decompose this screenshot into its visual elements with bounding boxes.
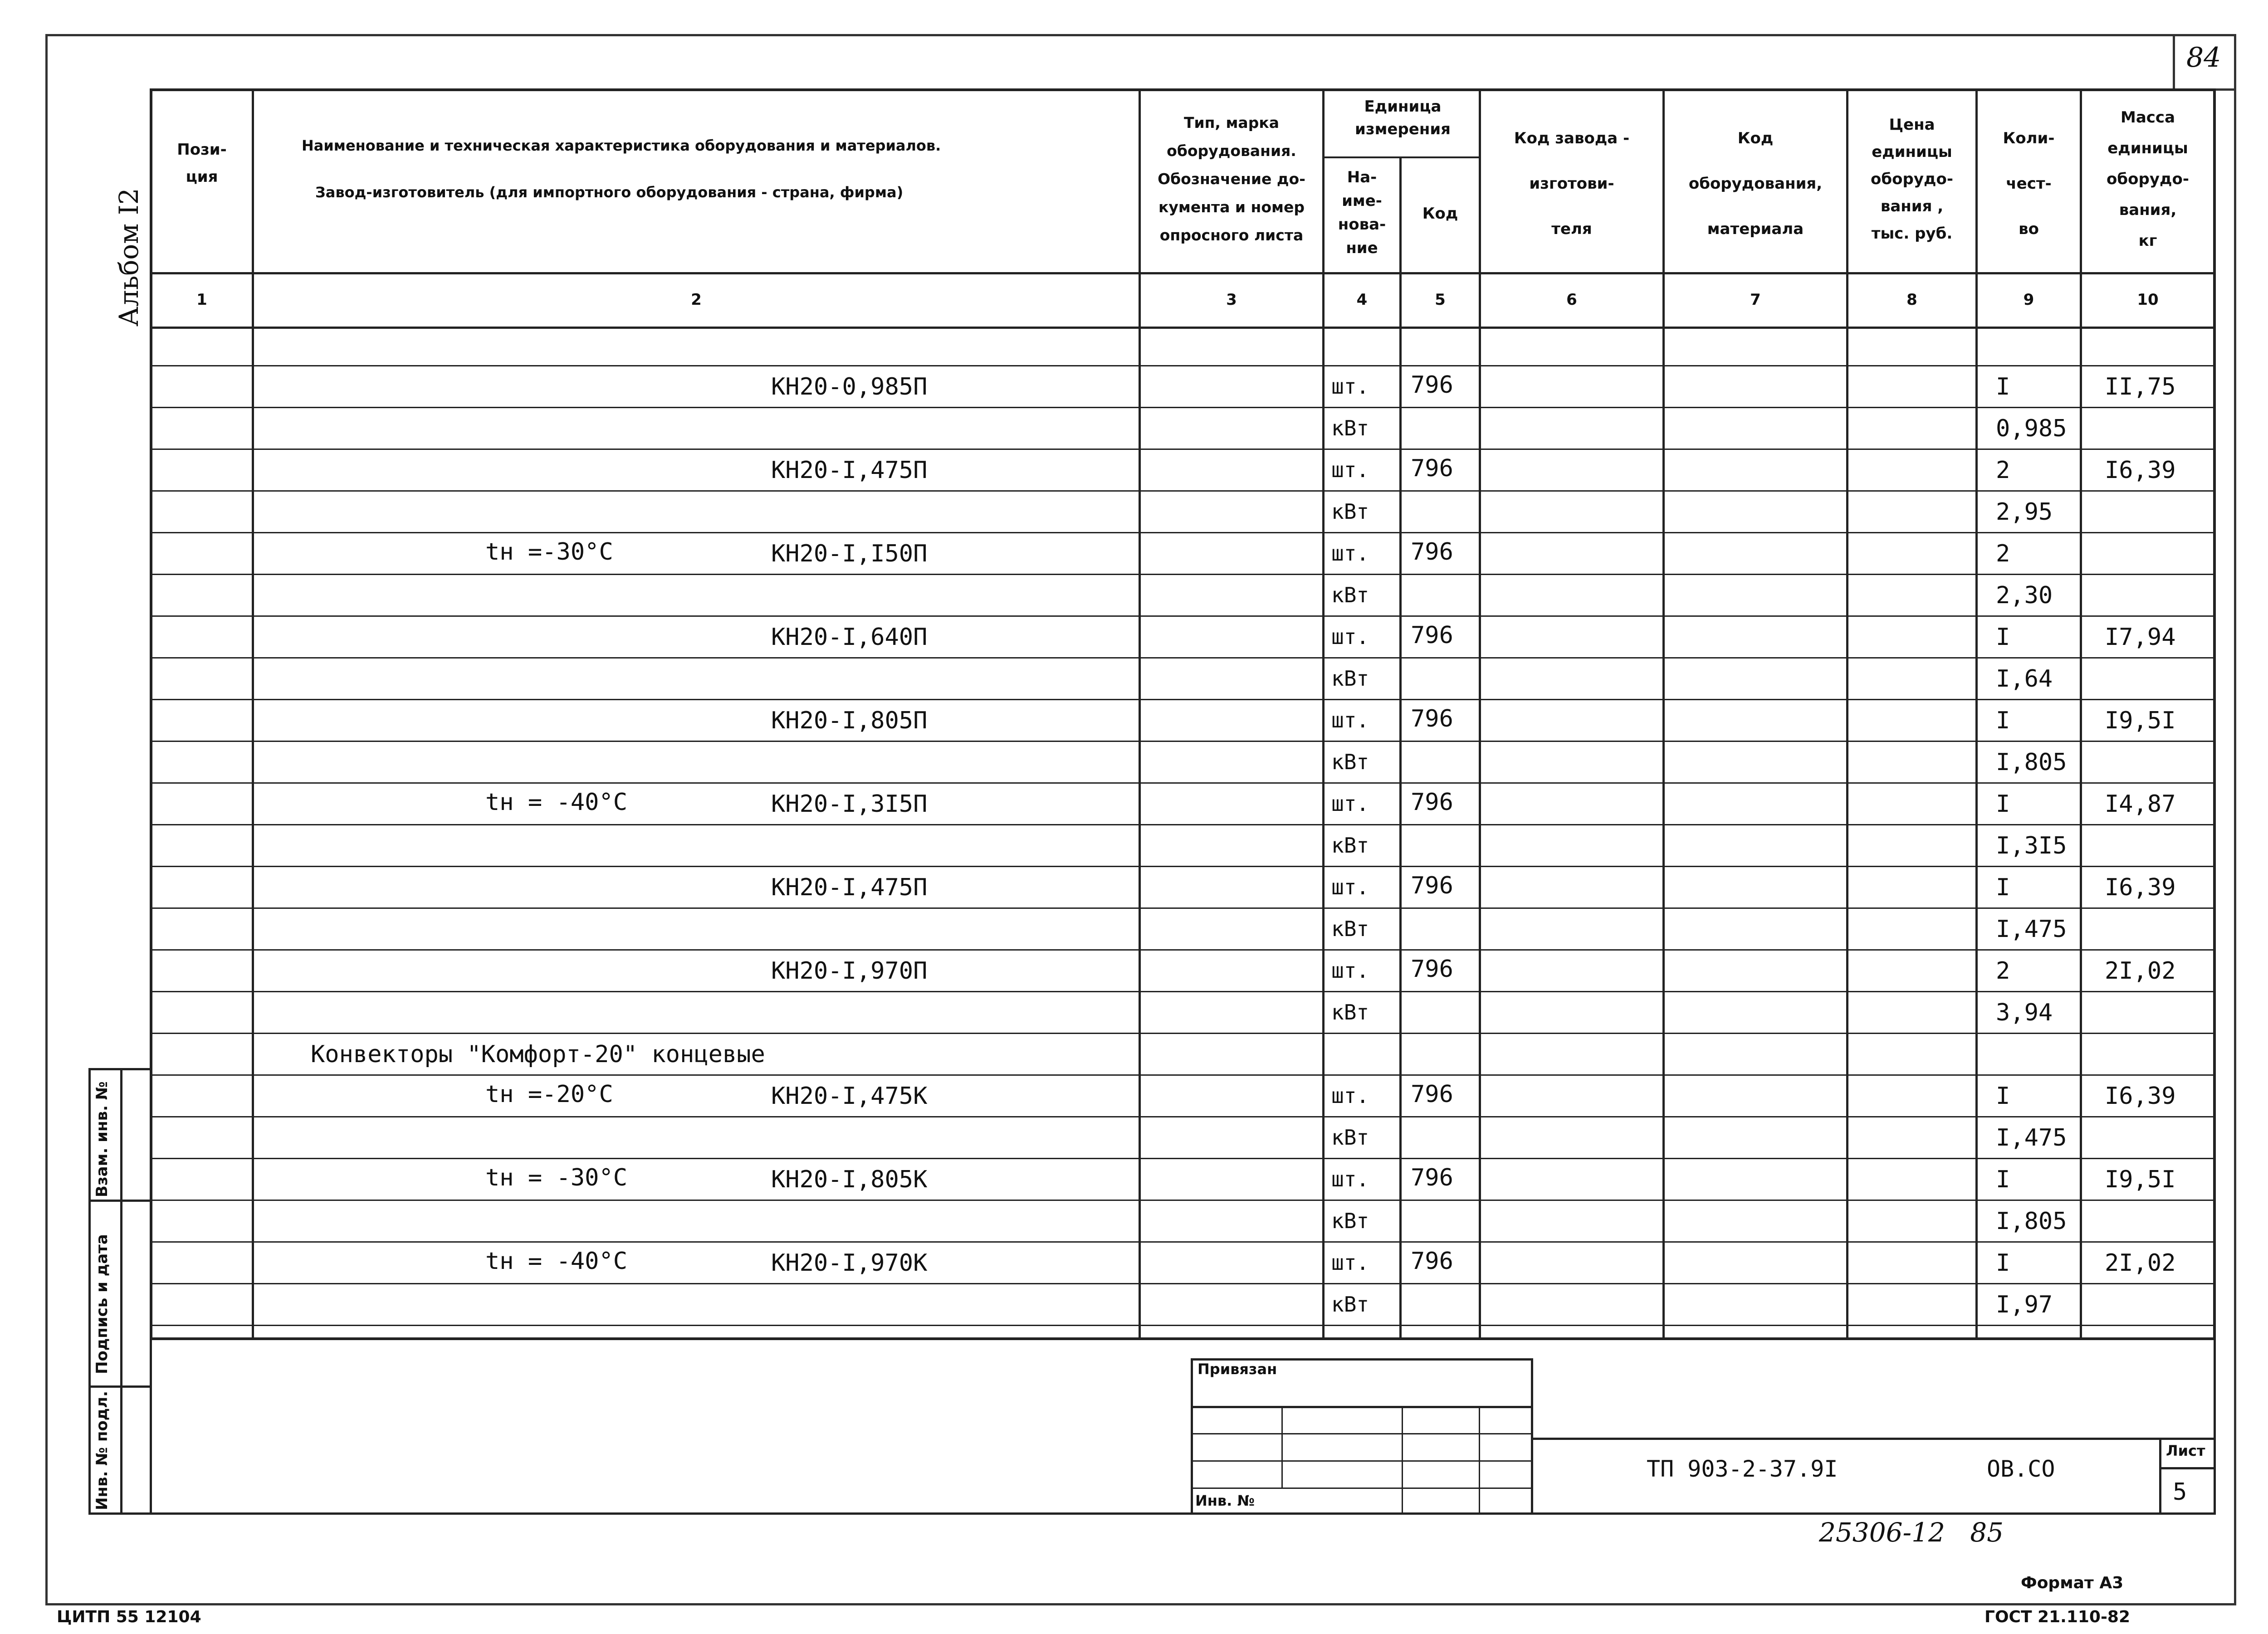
unit-code: 796 — [1411, 789, 1453, 816]
inv-no-label: Инв. № — [1195, 1492, 1255, 1509]
unit-name: шт. — [1331, 1250, 1369, 1275]
quantity: 0,985 — [1996, 415, 2067, 442]
header-col4: На- име- нова- ние — [1338, 168, 1386, 257]
privyazan-label: Привязан — [1198, 1361, 1277, 1378]
row-divider — [150, 657, 2216, 658]
quantity: 3,94 — [1996, 999, 2053, 1026]
header-col10: Масса единицы оборудо- вания, кг — [2107, 108, 2189, 250]
row-divider — [150, 949, 2216, 951]
row-divider — [150, 782, 2216, 784]
row-divider — [150, 1241, 2216, 1243]
colnum-5: 5 — [1435, 291, 1446, 309]
colnum-8: 8 — [1906, 291, 1917, 309]
album-label: Альбом I2 — [113, 188, 144, 327]
quantity: I — [1996, 1083, 2010, 1110]
row-divider — [150, 407, 2216, 408]
quantity: I,805 — [1996, 1208, 2067, 1235]
unit-name: кВт — [1331, 833, 1369, 858]
unit-code: 796 — [1411, 705, 1453, 732]
temperature-condition: tн = -40°C — [485, 789, 628, 816]
quantity: I,97 — [1996, 1291, 2053, 1318]
doc-code: ТП 903-2-37.9I — [1647, 1456, 1838, 1482]
unit-name: шт. — [1331, 1083, 1369, 1108]
quantity: I — [1996, 874, 2010, 901]
unit-name: кВт — [1331, 1292, 1369, 1317]
unit-name: шт. — [1331, 1167, 1369, 1191]
unit-name: шт. — [1331, 708, 1369, 732]
item-name: КН20-I,970П — [771, 957, 928, 985]
handwritten-sheet-number: 84 — [2186, 42, 2221, 73]
item-name: КН20-I,640П — [771, 624, 928, 651]
row-divider — [150, 699, 2216, 700]
unit-code: 796 — [1411, 956, 1453, 983]
unit-code: 796 — [1411, 622, 1453, 649]
unit-name: кВт — [1331, 1209, 1369, 1233]
quantity: I — [1996, 1249, 2010, 1277]
colnum-10: 10 — [2137, 291, 2159, 309]
unit-name: кВт — [1331, 666, 1369, 691]
unit-mass: I7,94 — [2105, 624, 2176, 651]
quantity: I — [1996, 373, 2010, 400]
quantity: I,805 — [1996, 749, 2067, 776]
footer-left: ЦИТП 55 12104 — [57, 1608, 201, 1626]
item-name: КН20-I,475К — [771, 1083, 928, 1110]
stamp-vzam: Взам. инв. № — [93, 1081, 111, 1197]
quantity: I,475 — [1996, 916, 2067, 943]
row-divider — [150, 1325, 2216, 1326]
header-col6: Код завода - изготови- теля — [1514, 129, 1630, 238]
quantity: I,3I5 — [1996, 832, 2067, 859]
quantity: 2 — [1996, 457, 2010, 484]
handwritten-bottom-number: 25306-12 85 — [1819, 1517, 2004, 1548]
header-col7: Код оборудования, материала — [1688, 129, 1823, 238]
header-col2-line1: Наименование и техническая характеристика оборудования и материалов. — [302, 137, 941, 154]
unit-name: шт. — [1331, 791, 1369, 816]
unit-code: 796 — [1411, 538, 1453, 566]
item-name: КН20-0,985П — [771, 373, 928, 400]
unit-name: кВт — [1331, 416, 1369, 440]
header-col5: Код — [1422, 205, 1458, 223]
unit-name: шт. — [1331, 458, 1369, 482]
main-table — [150, 88, 2216, 1340]
item-name: КН20-I,475П — [771, 874, 928, 901]
header-col1: Пози- ция — [177, 141, 227, 186]
unit-mass: II,75 — [2105, 373, 2176, 400]
sheet-label: Лист — [2166, 1442, 2205, 1459]
unit-name: кВт — [1331, 1000, 1369, 1024]
unit-name: шт. — [1331, 875, 1369, 899]
row-divider — [150, 991, 2216, 992]
section-title: Конвекторы "Комфорт-20" концевые — [311, 1041, 765, 1068]
quantity: I — [1996, 1166, 2010, 1193]
row-divider — [150, 1116, 2216, 1117]
header-col2-line2: Завод-изготовитель (для импортного оборудования - страна, фирма) — [315, 184, 904, 201]
unit-name: шт. — [1331, 624, 1369, 649]
quantity: 2 — [1996, 540, 2010, 567]
temperature-condition: tн = -40°C — [485, 1248, 628, 1275]
colnum-6: 6 — [1566, 291, 1577, 309]
stamp-inv: Инв. № подл. — [93, 1390, 111, 1510]
row-divider — [150, 532, 2216, 533]
unit-code: 796 — [1411, 371, 1453, 399]
quantity: I — [1996, 790, 2010, 818]
colnum-4: 4 — [1356, 291, 1368, 309]
quantity: I — [1996, 707, 2010, 734]
row-divider — [150, 907, 2216, 909]
unit-mass: 2I,02 — [2105, 957, 2176, 985]
unit-name: шт. — [1331, 541, 1369, 566]
row-divider — [150, 1033, 2216, 1034]
row-divider — [150, 741, 2216, 742]
row-divider — [150, 1283, 2216, 1284]
row-divider — [150, 824, 2216, 825]
footer-gost: ГОСТ 21.110-82 — [1984, 1608, 2131, 1626]
temperature-condition: tн =-20°C — [485, 1081, 613, 1108]
header-col45-group: Единица измерения — [1355, 98, 1451, 138]
quantity: 2,30 — [1996, 582, 2053, 609]
unit-code: 796 — [1411, 1164, 1453, 1191]
unit-mass: I9,5I — [2105, 1166, 2176, 1193]
row-divider — [150, 1200, 2216, 1201]
quantity: 2 — [1996, 957, 2010, 985]
unit-code: 796 — [1411, 455, 1453, 482]
unit-mass: I6,39 — [2105, 457, 2176, 484]
quantity: 2,95 — [1996, 498, 2053, 526]
quantity: I — [1996, 624, 2010, 651]
quantity: I,64 — [1996, 665, 2053, 693]
header-col3: Тип, марка оборудования. Обозначение до- кумента и номер опросного листа — [1158, 114, 1305, 244]
unit-mass: I6,39 — [2105, 1083, 2176, 1110]
colnum-2: 2 — [691, 291, 702, 309]
unit-name: шт. — [1331, 958, 1369, 983]
item-name: КН20-I,805П — [771, 707, 928, 734]
unit-code: 796 — [1411, 1081, 1453, 1108]
item-name: КН20-I,I50П — [771, 540, 928, 567]
unit-code: 796 — [1411, 1248, 1453, 1275]
row-divider — [150, 1158, 2216, 1159]
colnum-3: 3 — [1226, 291, 1237, 309]
unit-code: 796 — [1411, 872, 1453, 899]
doc-mark: ОВ.СО — [1987, 1456, 2055, 1482]
item-name: КН20-I,3I5П — [771, 790, 928, 818]
unit-name: шт. — [1331, 374, 1369, 399]
item-name: КН20-I,970К — [771, 1249, 928, 1277]
unit-mass: I9,5I — [2105, 707, 2176, 734]
colnum-7: 7 — [1750, 291, 1761, 309]
header-col8: Цена единицы оборудо- вания , тыс. руб. — [1871, 116, 1953, 243]
temperature-condition: tн = -30°C — [485, 1164, 628, 1191]
item-name: КН20-I,475П — [771, 457, 928, 484]
row-divider — [150, 574, 2216, 575]
temperature-condition: tн =-30°C — [485, 538, 613, 566]
quantity: I,475 — [1996, 1124, 2067, 1151]
footer-format: Формат А3 — [2021, 1574, 2124, 1592]
unit-name: кВт — [1331, 499, 1369, 524]
colnum-9: 9 — [2023, 291, 2034, 309]
item-name: КН20-I,805К — [771, 1166, 928, 1193]
row-divider — [150, 365, 2216, 366]
header-col9: Коли- чест- во — [2003, 129, 2055, 238]
colnum-1: 1 — [196, 291, 207, 309]
privyazan-block — [1191, 1358, 1533, 1515]
row-divider — [150, 490, 2216, 492]
unit-name: кВт — [1331, 917, 1369, 941]
unit-name: кВт — [1331, 1125, 1369, 1150]
unit-mass: I6,39 — [2105, 874, 2176, 901]
row-divider — [150, 615, 2216, 617]
unit-mass: I4,87 — [2105, 790, 2176, 818]
row-divider — [150, 1074, 2216, 1076]
stamp-podpis: Подпись и дата — [93, 1234, 111, 1374]
unit-name: кВт — [1331, 750, 1369, 774]
unit-mass: 2I,02 — [2105, 1249, 2176, 1277]
sheet-no: 5 — [2173, 1478, 2187, 1506]
row-divider — [150, 866, 2216, 867]
row-divider — [150, 449, 2216, 450]
unit-name: кВт — [1331, 583, 1369, 607]
